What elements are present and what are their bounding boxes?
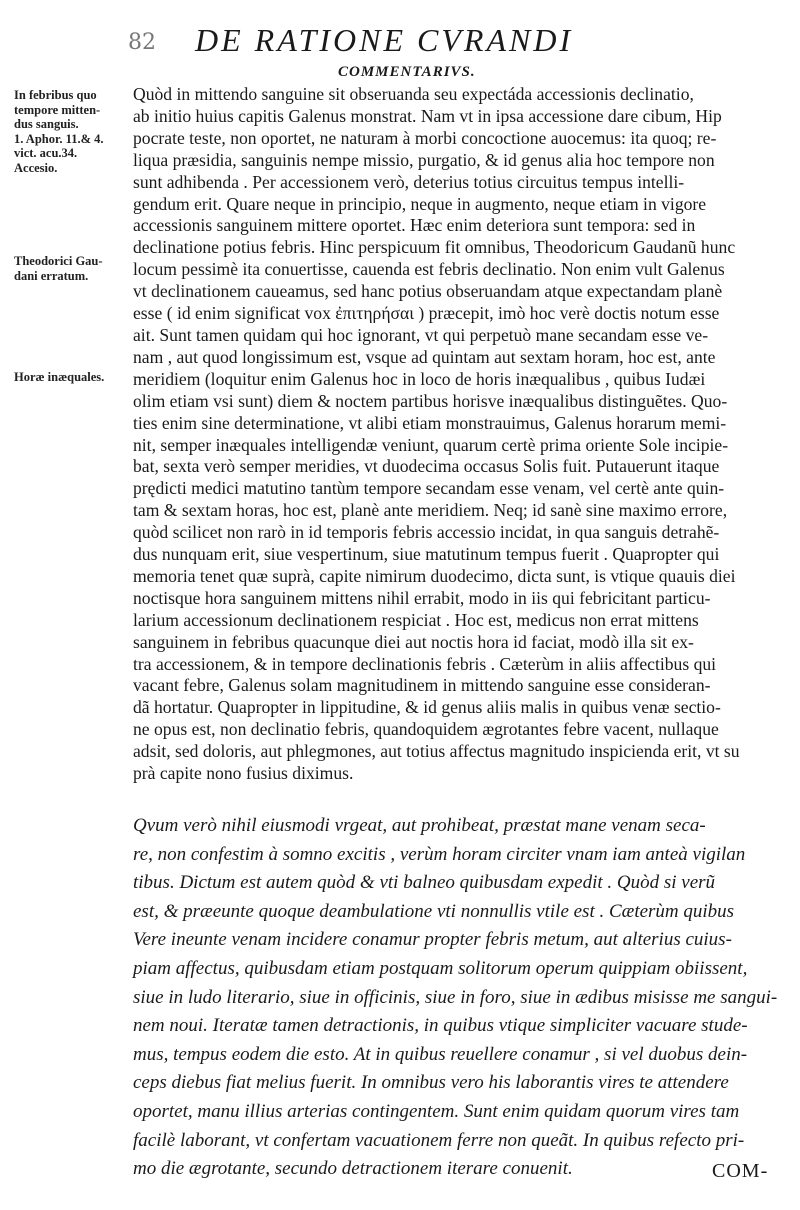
commentary-line: sunt adhibenda . Per accessionem verò, deterius totius circuitus tempus intelli- xyxy=(133,171,685,192)
page-number: 82 xyxy=(128,30,156,55)
running-head: DE RATIONE CVRANDI xyxy=(195,22,574,58)
commentary-text xyxy=(133,84,795,785)
commentary-line: vacant febre, Galenus solam magnitudinem in mittendo sanguine esse consideran- xyxy=(133,675,711,696)
margin-note-line: dani erratum. xyxy=(14,268,89,283)
commentary-line: gendum erit. Quare neque in principio, neque in augmento, neque etiam in vigore xyxy=(133,193,707,214)
commentary-line: liqua præsidia, sanguinis nempe missio, purgatio, & id genus alia hoc tempore non xyxy=(133,149,715,170)
commentary-line: bat, sexta verò semper meridies, vt duodecima occasus Solis fuit. Putauerunt itaque xyxy=(133,456,720,477)
text-line: ceps diebus fiat melius fuerit. In omnibus vero his laborantis vires te attendere xyxy=(133,1072,729,1094)
margin-note-line: dus sanguis. xyxy=(14,117,79,131)
margin-note-line: Accesio. xyxy=(14,160,58,175)
commentary-line: ab initio huius capitis Galenus monstrat. Nam vt in ipsa accessione dare cibum, Hip xyxy=(133,105,722,126)
commentary-line: declinatione potius febris. Hinc perspicuum fit omnibus, Theodoricum Gaudanũ hunc xyxy=(133,237,736,258)
commentary-line: tra accessionem, & in tempore declinationis febris . Cæterùm in aliis affectibus qui xyxy=(133,653,717,674)
commentary-line: esse ( id enim significat vox ἐπιτηρήσαι ) præcepit, imò hoc verè doctis notum esse xyxy=(133,303,720,324)
commentary-heading: COMMENTARIVS. xyxy=(338,64,476,80)
commentary-line: Quòd in mittendo sanguine sit obseruanda seu expectáda accessionis declinatio, xyxy=(133,84,694,104)
commentary-line: pocrate teste, non oportet, ne naturam à morbi concoctione auocemus: ita quoq; re- xyxy=(133,127,717,148)
text-line: mus, tempus eodem die esto. At in quibus reuellere conamur , si vel duobus dein- xyxy=(133,1043,748,1065)
commentary-line: ne opus est, non declinatio febris, quandoquidem ægrotantes febre vacent, nullaque xyxy=(133,719,719,740)
commentary-line: ties enim sine determinatione, vt alibi etiam monstrauimus, Galenus horarum memi- xyxy=(133,412,727,433)
text-line: facilè laborant, vt confertam vacuationem ferre non queãt. In quibus refecto pri- xyxy=(133,1129,745,1151)
margin-note-line: Horæ inæquales. xyxy=(14,370,105,384)
text-line: nem noui. Iteratæ tamen detractionis, in quibus vtique simpliciter vacuare stude- xyxy=(133,1015,748,1037)
commentary-line: adsit, sed doloris, aut phlegmones, aut totius affectus magnitudo inspicienda erit, vt su xyxy=(133,741,740,762)
commentary-line: vt declinationem caueamus, sed hanc potius obseruandam atque expectandam planè xyxy=(133,281,723,302)
commentary-line: tam & sextam horas, hoc est, planè ante meridiem. Neq; id sanè sine maximo errore, xyxy=(133,500,728,521)
commentary-line: locum pessimè ita conuertisse, cauenda est febris declinatio. Non enim vult Galenus xyxy=(133,259,725,280)
margin-note-line: tempore mitten- xyxy=(14,102,101,117)
text-line: siue in ludo literario, siue in officinis, siue in foro, siue in ædibus misisse me sangui- xyxy=(133,986,778,1008)
commentary-line: nit, semper inæquales intelligendæ veniunt, quarum certè prima oriente Sole incipie- xyxy=(133,434,729,455)
text-line: oportet, manu illius arterias contingentem. Sunt enim quidam quorum vires tam xyxy=(133,1100,740,1122)
commentary-line: olim etiam vsi sunt) diem & noctem partibus horisve inæqualibus distinguẽtes. Quo- xyxy=(133,390,728,411)
margin-note-line: 1. Aphor. 11.& 4. xyxy=(14,131,104,146)
text-line: tibus. Dictum est autem quòd & vti balneo quibusdam expedit . Quòd si verũ xyxy=(133,872,716,894)
text-line: mo die ægrotante, secundo detractionem iterare conuenit. xyxy=(133,1158,573,1180)
commentary-line: meridiem (loquitur enim Galenus hoc in loco de horis inæqualibus , quibus Iudæi xyxy=(133,368,706,389)
main-text-italic xyxy=(133,812,795,1184)
margin-note-line: Theodorici Gau- xyxy=(14,254,103,268)
commentary-line: larium accessionum declinationem respiciat . Hoc est, medicus non errat mittens xyxy=(133,609,699,630)
margin-note-unequal-hours xyxy=(14,370,134,385)
commentary-line: memoria tenet quæ suprà, capite nimirum duodecimo, dicta sunt, is vtique quauis diei xyxy=(133,565,736,586)
margin-note-line: In febribus quo xyxy=(14,88,97,102)
commentary-line: dã hortatur. Quapropter in lippitudine, & id genus aliis malis in quibus venæ sectio- xyxy=(133,697,721,718)
margin-note-fever-bloodletting xyxy=(14,88,134,175)
commentary-line: nam , aut quod longissimum est, vsque ad quintam aut sextam horam, hoc est, ante xyxy=(133,346,716,367)
commentary-line: sanguinem in febribus quacunque diei aut noctis hora id faciat, modò illa sit ex- xyxy=(133,631,694,652)
text-line: est, & præeunte quoque deambulatione vti nonnullis vtile est . Cæterùm quibus xyxy=(133,900,735,922)
commentary-line: prędicti medici matutino tantùm tempore secandam esse venam, vel certè ante quin- xyxy=(133,478,725,499)
commentary-line: quòd scilicet non rarò in id temporis febris accessio incidat, in qua sanguis detrahẽ- xyxy=(133,522,720,543)
margin-note-line: vict. acu.34. xyxy=(14,146,78,160)
text-line: Vere ineunte venam incidere conamur propter febris metum, aut alterius cuius- xyxy=(133,929,732,951)
text-line: piam affectus, quibusdam etiam postquam solitorum operum quippiam obiissent, xyxy=(133,957,748,979)
commentary-line: dus nunquam erit, siue vespertinum, siue matutinum tempus fuerit . Quapropter qui xyxy=(133,544,720,565)
commentary-line: prà capite nono fusius diximus. xyxy=(133,763,354,784)
commentary-line: accessionis sanguinem mittere oportet. Hæc enim deteriora sunt tempora: sed in xyxy=(133,215,696,236)
commentary-line: ait. Sunt tamen quidam qui hoc ignorant, vt qui perpetuò mane secandam esse ve- xyxy=(133,324,709,345)
catchword: COM- xyxy=(712,1160,769,1182)
commentary-line: noctisque hora sanguinem mittens nihil errabit, modo in iis qui febricitant particu- xyxy=(133,587,711,608)
margin-note-theodoric-error xyxy=(14,254,134,283)
text-line: Qvum verò nihil eiusmodi vrgeat, aut prohibeat, præstat mane venam seca- xyxy=(133,815,706,836)
text-line: re, non confestim à somno excitis , verùm horam circiter vnam iam anteà vigilan xyxy=(133,843,746,865)
